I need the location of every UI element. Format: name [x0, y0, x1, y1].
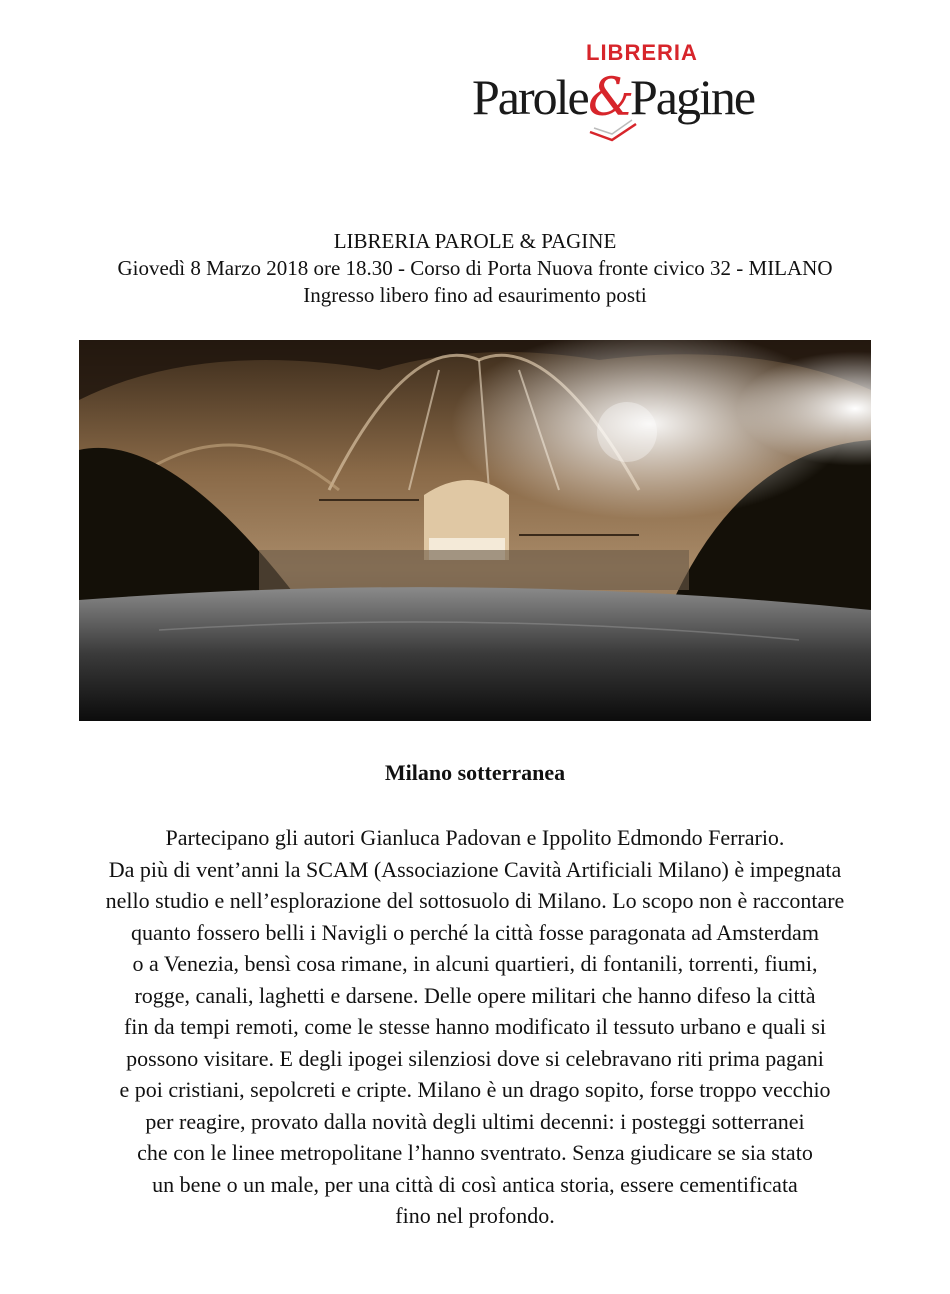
libreria-logo	[470, 38, 770, 148]
book-icon	[588, 114, 638, 144]
body-line: fin da tempi remoti, come le stesse hanno modificato il tessuto urbano e quali si	[123, 1014, 826, 1039]
body-line: che con le linee metropolitane l’hanno sventrato. Senza giudicare se sia stato	[137, 1140, 813, 1165]
cistern-photo-icon	[79, 340, 871, 721]
body-line: rogge, canali, laghetti e darsene. Delle opere militari che hanno difeso la città	[134, 982, 816, 1008]
article-title: Milano sotterranea	[384, 760, 566, 785]
logo-libreria-text: LIBRERIA	[586, 40, 698, 65]
logo-parole-text: Parole	[472, 69, 588, 125]
body-line: Da più di vent’anni la SCAM (Associazione Cavità Artificiali Milano) è impegnata	[108, 856, 842, 882]
body-line: o a Venezia, bensì cosa rimane, in alcuni quartieri, di fontanili, torrenti, fiumi,	[132, 951, 818, 976]
body-line: per reagire, provato dalla novità degli ultimi decenni: i posteggi sotterranei	[145, 1108, 805, 1134]
event-date-location: Giovedì 8 Marzo 2018 ore 18.30 - Corso di Porta Nuova fronte civico 32 - MILANO	[117, 256, 833, 280]
event-venue: LIBRERIA PAROLE & PAGINE	[333, 229, 617, 253]
article-body	[0, 822, 950, 1232]
body-line: nello studio e nell’esplorazione del sottosuolo di Milano. Lo scopo non è raccontare	[105, 888, 845, 913]
body-line: Partecipano gli autori Gianluca Padovan e Ippolito Edmondo Ferrario.	[165, 825, 785, 850]
body-line: e poi cristiani, sepolcreti e cripte. Milano è un drago sopito, forse troppo vecchio	[119, 1077, 831, 1102]
body-line: un bene o un male, per una città di così antica storia, essere cementificata	[152, 1171, 798, 1197]
body-line: fino nel profondo.	[395, 1203, 555, 1228]
body-line: possono visitare. E degli ipogei silenziosi dove si celebravano riti prima pagani	[126, 1045, 824, 1071]
hero-photo	[79, 340, 871, 721]
logo-ampersand: &	[588, 68, 635, 128]
body-line: quanto fossero belli i Navigli o perché la città fosse paragonata ad Amsterdam	[131, 919, 819, 945]
event-info	[0, 228, 950, 309]
event-admission: Ingresso libero fino ad esaurimento posti	[303, 283, 647, 307]
logo-pagine-text: Pagine	[630, 69, 755, 125]
